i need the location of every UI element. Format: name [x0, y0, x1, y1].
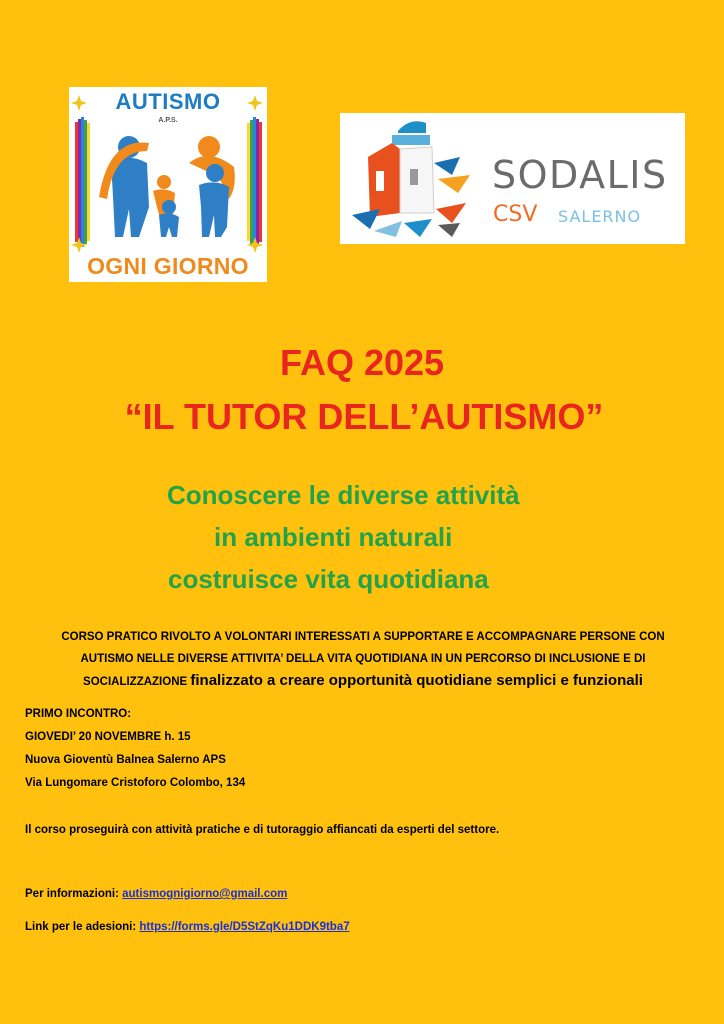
sodalis-csv-salerno-logo — [340, 113, 685, 244]
building-icon — [340, 113, 490, 244]
logo-aps-text: A.P.S. — [158, 117, 178, 124]
title-line-2: “IL TUTOR DELL’AUTISMO” — [124, 396, 604, 437]
subtitle-line-3: costruisce vita quotidiana — [168, 564, 489, 594]
csv-text: CSV — [493, 202, 538, 227]
meeting-label: PRIMO INCONTRO: — [25, 708, 132, 720]
title-line-1: FAQ 2025 — [279, 342, 445, 383]
subtitle-line-1: Conoscere le diverse attività — [167, 480, 520, 510]
meeting-date: GIOVEDI’ 20 NOVEMBRE h. 15 — [25, 731, 191, 743]
signup-link-line — [25, 921, 350, 933]
description-line-3-small: SOCIALIZZAZIONE — [83, 676, 188, 688]
logo-top-text: AUTISMO — [115, 89, 221, 114]
sodalis-text: SODALIS — [492, 153, 668, 197]
description-line-2: AUTISMO NELLE DIVERSE ATTIVITA’ DELLA VITA QUOTIDIANA IN UN PERCORSO DI INCLUSIONE E DI — [80, 653, 646, 665]
rainbow-bars-left — [75, 117, 90, 247]
signup-label: Link per le adesioni: — [25, 921, 137, 933]
rainbow-bars-right — [247, 117, 262, 247]
meeting-venue: Nuova Gioventù Balnea Salerno APS — [25, 754, 226, 766]
description-line-3-big: finalizzato a creare opportunità quotidiane semplici e funzionali — [190, 672, 643, 689]
course-note: Il corso proseguirà con attività pratiche e di tutoraggio affiancati da esperti del settore. — [25, 824, 500, 836]
email-link[interactable]: autismognigiorno@gmail.com — [122, 888, 288, 900]
autismo-ogni-giorno-logo — [69, 87, 267, 282]
subtitle-line-2: in ambienti naturali — [214, 522, 453, 552]
contact-info-line — [25, 888, 287, 900]
description-line-1: CORSO PRATICO RIVOLTO A VOLONTARI INTERESSATI A SUPPORTARE E ACCOMPAGNARE PERSONE CON — [61, 631, 665, 643]
meeting-address: Via Lungomare Cristoforo Colombo, 134 — [25, 777, 246, 789]
course-description — [40, 626, 686, 693]
description-line-3 — [40, 670, 686, 693]
info-label: Per informazioni: — [25, 888, 119, 900]
logo-bottom-text: OGNI GIORNO — [87, 253, 249, 279]
salerno-text: SALERNO — [558, 207, 642, 226]
signup-form-link[interactable]: https://forms.gle/D5StZqKu1DDK9tba7 — [139, 921, 350, 933]
